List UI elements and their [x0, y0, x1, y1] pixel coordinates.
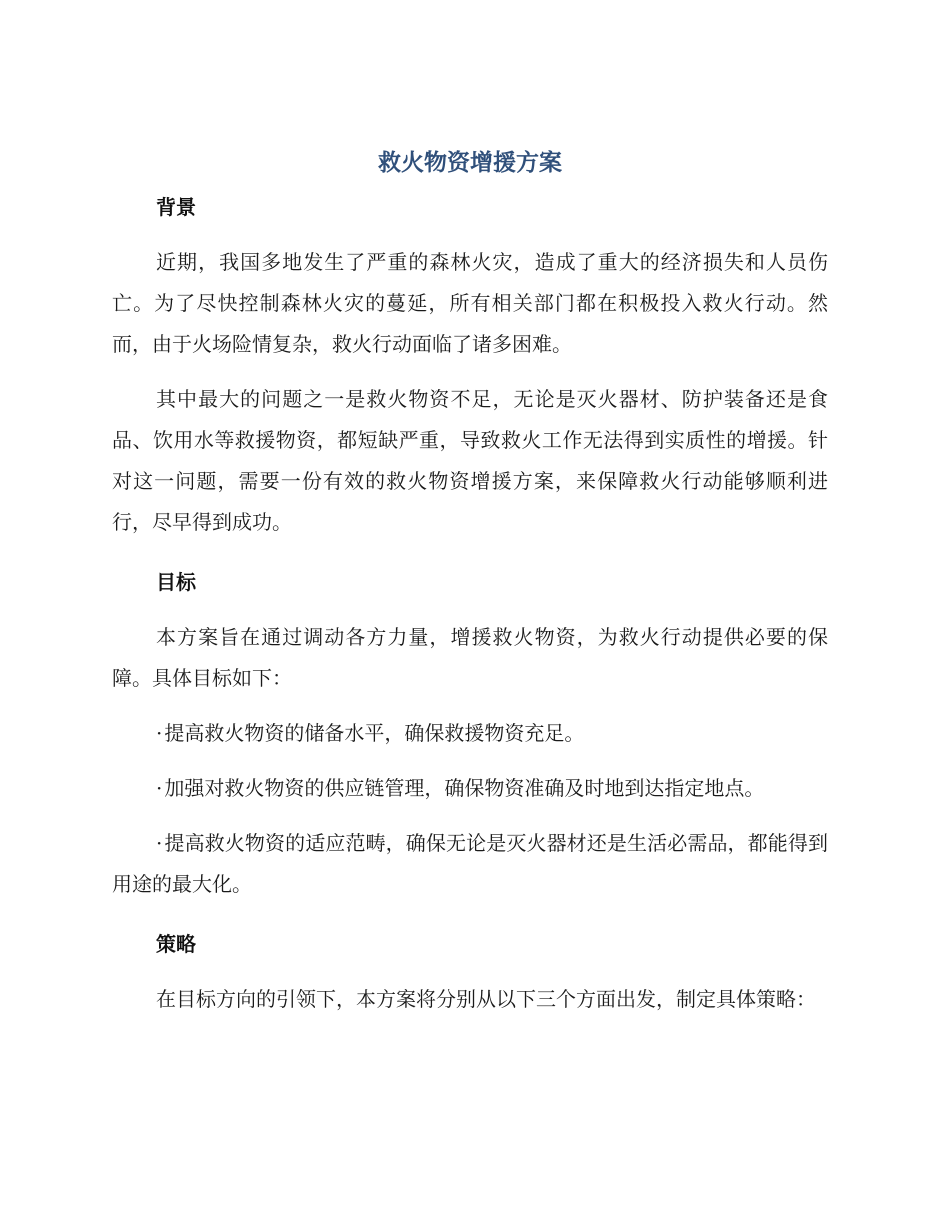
section-goals	[112, 567, 828, 905]
goal-bullet-text: 加强对救火物资的供应链管理，确保物资准确及时地到达指定地点。	[164, 776, 765, 800]
section-background	[112, 192, 828, 543]
section-heading-background: 背景	[156, 195, 196, 219]
section-heading-goals: 目标	[156, 570, 196, 594]
bullet-dot-icon: ·	[156, 776, 163, 800]
goal-bullet-text: 提高救火物资的适应范畴，确保无论是灭火器材还是生活必需品，都能得到用途的最大化。	[112, 831, 828, 896]
strategy-intro-paragraph: 在目标方向的引领下，本方案将分别从以下三个方面出发，制定具体策略：	[156, 987, 816, 1011]
section-strategy	[112, 929, 828, 1020]
section-heading-strategy: 策略	[156, 932, 196, 956]
goal-bullet-text: 提高救火物资的储备水平，确保救援物资充足。	[164, 721, 585, 745]
background-paragraph-1: 近期，我国多地发生了严重的森林火灾，造成了重大的经济损失和人员伤亡。为了尽快控制森林火灾的蔓延，所有相关部门都在积极投入救火行动。然而，由于火场险情复杂，救火行动面临了诸多困难。	[112, 250, 828, 356]
bullet-dot-icon: ·	[156, 721, 163, 745]
goals-intro-paragraph: 本方案旨在通过调动各方力量，增援救火物资，为救火行动提供必要的保障。具体目标如下：	[112, 625, 828, 690]
goal-bullet-item	[112, 823, 828, 905]
bullet-dot-icon: ·	[156, 831, 163, 855]
goal-bullet-item	[112, 713, 828, 754]
background-paragraph-2: 其中最大的问题之一是救火物资不足，无论是灭火器材、防护装备还是食品、饮用水等救援物资，都短缺严重，导致救火工作无法得到实质性的增援。针对这一问题，需要一份有效的救火物资增援方案，来保障救火行动能够顺利进行，尽早得到成功。	[112, 387, 828, 534]
goal-bullet-item	[112, 768, 828, 809]
document-title: 救火物资增援方案	[378, 150, 562, 176]
